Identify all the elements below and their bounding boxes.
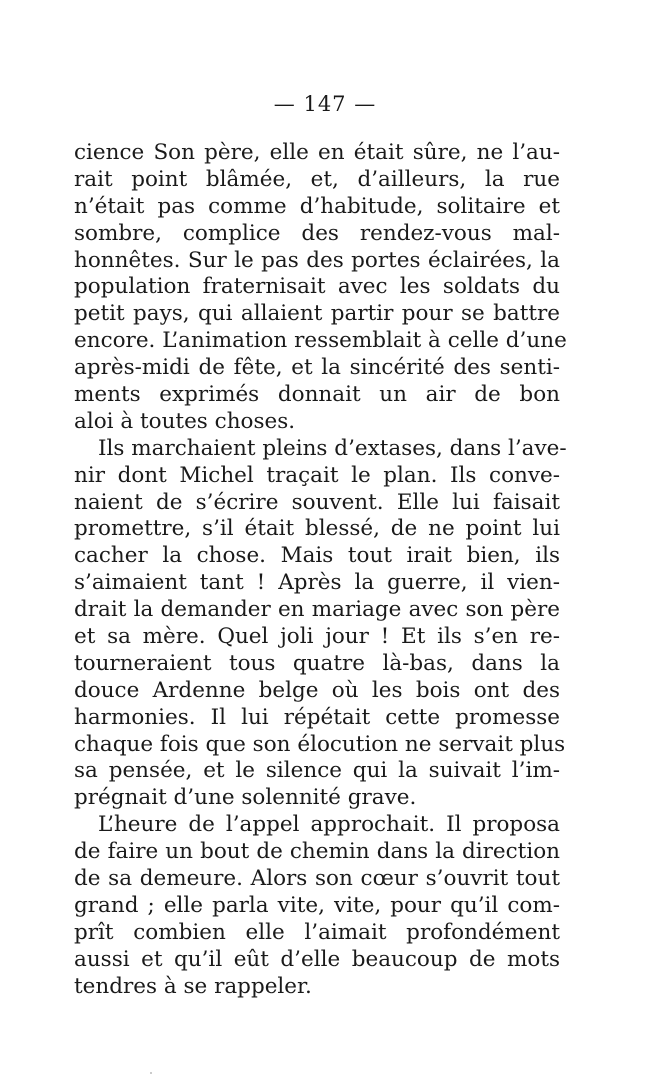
paragraph-2 [74, 435, 567, 812]
text-line: sombre, complice des rendez-vous mal- [74, 220, 560, 246]
text-line: cacher la chose. Mais tout irait bien, ils [74, 543, 560, 569]
text-line: nir dont Michel traçait le plan. Ils conve- [74, 462, 560, 488]
scan-speck [150, 1072, 152, 1074]
paragraph-3 [74, 812, 560, 1000]
text-line: harmonies. Il lui répétait cette promesse [74, 704, 560, 730]
text-line: encore. L’animation ressemblait à celle d’une [74, 328, 567, 354]
text-line: L’heure de l’appel approchait. Il proposa [98, 812, 560, 838]
text-line: petit pays, qui allaient partir pour se battre [74, 301, 560, 327]
text-line: tourneraient tous quatre là-bas, dans la [74, 650, 560, 676]
paragraph-1 [74, 140, 567, 436]
text-line: drait la demander en mariage avec son père [74, 597, 560, 623]
text-line: de sa demeure. Alors son cœur s’ouvrit tout [74, 866, 560, 892]
text-line: chaque fois que son élocution ne servait plus [74, 731, 566, 757]
text-line: aussi et qu’il eût d’elle beaucoup de mots [74, 946, 560, 972]
text-line: de faire un bout de chemin dans la direction [74, 839, 560, 865]
text-line: sa pensée, et le silence qui la suivait l’im- [74, 758, 560, 784]
text-line: honnêtes. Sur le pas des portes éclairées, la [74, 247, 560, 273]
text-line: aloi à toutes choses. [74, 408, 296, 434]
text-line: Ils marchaient pleins d’extases, dans l’ave- [98, 435, 567, 461]
text-line: cience Son père, elle en était sûre, ne l’au- [74, 140, 560, 165]
text-line: ments exprimés donnait un air de bon [74, 382, 560, 408]
text-line: douce Ardenne belge où les bois ont des [74, 677, 560, 703]
text-line: naient de s’écrire souvent. Elle lui faisait [74, 489, 560, 515]
text-line: et sa mère. Quel joli jour ! Et ils s’en re- [74, 624, 560, 650]
text-line: population fraternisait avec les soldats du [74, 274, 560, 300]
text-line: s’aimaient tant ! Après la guerre, il vien- [74, 570, 560, 596]
text-line: tendres à se rappeler. [74, 973, 312, 999]
text-line: prît combien elle l’aimait profondément [74, 919, 560, 945]
body-text [74, 140, 567, 1001]
text-line: prégnait d’une solennité grave. [74, 785, 417, 811]
text-line: n’était pas comme d’habitude, solitaire et [74, 193, 560, 219]
text-line: après-midi de fête, et la sincérité des senti- [74, 355, 560, 381]
text-line: rait point blâmée, et, d’ailleurs, la rue [74, 166, 560, 192]
page-number: — 147 — [273, 92, 377, 116]
text-line: grand ; elle parla vite, vite, pour qu’il com- [74, 892, 560, 918]
text-line: promettre, s’il était blessé, de ne point lui [74, 516, 560, 542]
